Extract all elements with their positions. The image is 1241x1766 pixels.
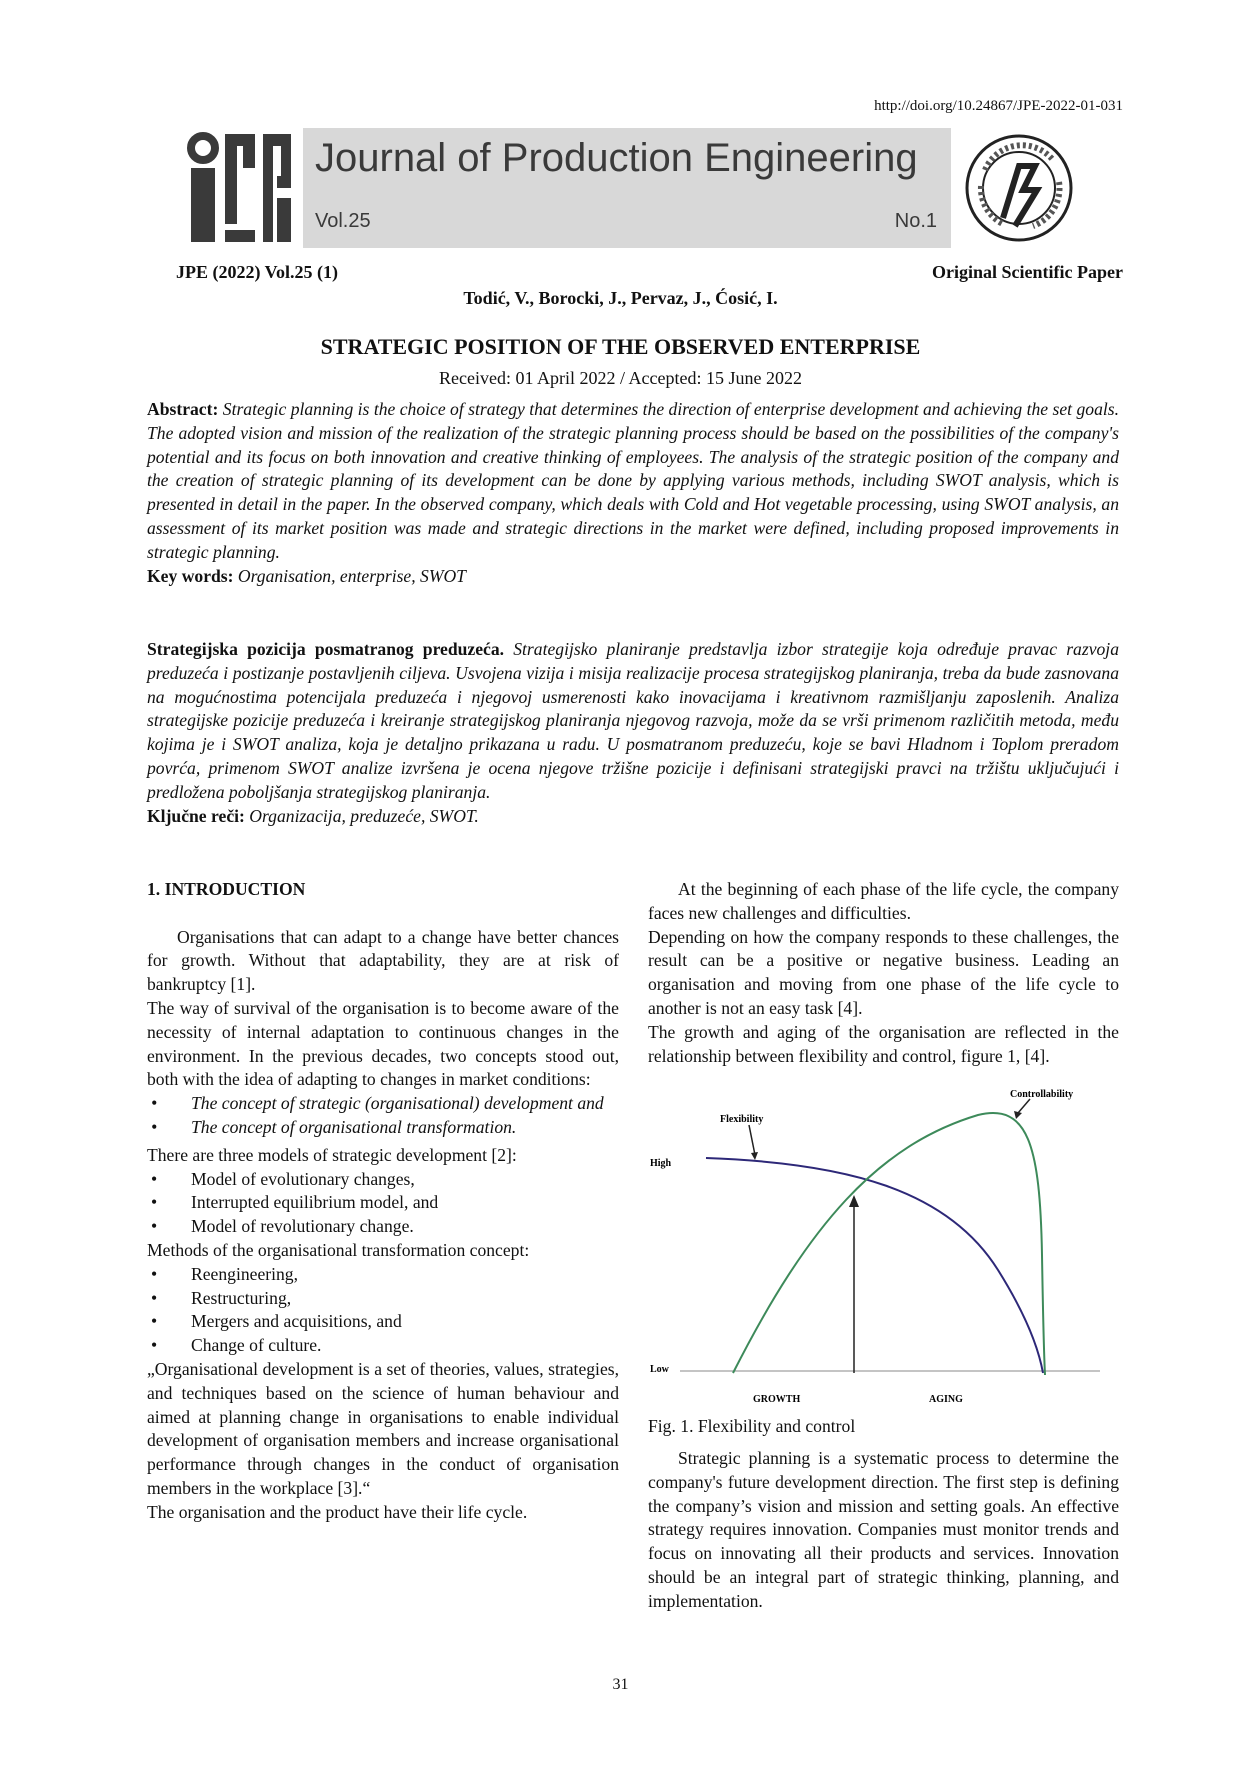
article-title: STRATEGIC POSITION OF THE OBSERVED ENTERPRISE [320, 334, 921, 359]
paragraph: The way of survival of the organisation is to become aware of the necessity of internal adaptation to continuous changes in the environment. In the previous decades, two concepts stood out, both with the idea of adapting to changes in market conditions: [147, 997, 619, 1090]
right-column-bottom [648, 1447, 1119, 1614]
page-number: 31 [612, 1676, 629, 1693]
left-column [147, 878, 619, 1525]
list-item: • Interrupted equilibrium model, and [151, 1192, 439, 1213]
list-item: • Model of evolutionary changes, [151, 1168, 415, 1189]
intersection-arrow-head [849, 1195, 859, 1207]
keywords: Organisation, enterprise, SWOT [237, 565, 466, 586]
journal-title: Journal of Production Engineering [315, 136, 918, 180]
authors: Todić, V., Borocki, J., Pervaz, J., Ćosić, I. [463, 288, 778, 308]
doi-link[interactable]: http://doi.org/10.24867/JPE-2022-01-031 [874, 98, 1123, 114]
section-heading: 1. INTRODUCTION [147, 879, 306, 899]
controllability-pointer [1018, 1099, 1030, 1113]
keywords-label: Key words: [147, 565, 234, 586]
paper-type: Original Scientific Paper [932, 262, 1123, 282]
sazetak-text: Strategijsko planiranje predstavlja izbor strategije koja određuje pravac razvoja preduzeća i postizanje postavljenih ciljeva. Usvojena vizija i misija realizacije procesa strategijskog planiranja, treba da bude zasnovana na mogućnostima potencijala preduzeća i njegovoj usmerenosti kako inovacijama i kreativnom razmišljanju zaposlenih. Analiza strategijske pozicije preduzeća i kreiranje strategijskog planiranja njegovog razvoja, može da se vrši primenom različitih metoda, među kojima je i SWOT analiza, koja je detaljno prikazana u radu. U posmatranom preduzeću, koje se bavi Hladnom i Toplom preradom povrća, primenom SWOT analize izvršena je ocena njegove tržišne pozicije i definisani strategijski pravci na tržištu uključujući i predložena poboljšanja strategijskog planiranja. [147, 639, 1119, 802]
flexibility-curve [706, 1158, 1043, 1373]
paragraph: „Organisational development is a set of theories, values, strategies, and techniques based on the science of human behaviour and aimed at planning change in organisations to enable individual development of organisation members and increase organisational performance through changes in the conduct of organisation members in the workplace [3].“ [147, 1358, 619, 1498]
paragraph: The organisation and the product have their life cycle. [147, 1501, 528, 1522]
controllability-curve [733, 1113, 1045, 1375]
list-item: • Change of culture. [151, 1335, 322, 1356]
label-growth: GROWTH [753, 1394, 801, 1405]
journal-volume: Vol.25 [315, 210, 371, 232]
list-item: • Restructuring, [151, 1287, 292, 1308]
abstract-label: Abstract: [147, 399, 219, 419]
right-column-top [648, 878, 1119, 1068]
figure-caption: Fig. 1. Flexibility and control [648, 1416, 856, 1436]
abstract-text: Strategic planning is the choice of strategy that determines the direction of enterprise development and achieving the set goals. The adopted vision and mission of the realization of the strategic planning process should be based on the possibilities of the company's potential and its focus on both innovation and creative thinking of employees. The analysis of the strategic position of the company and the creation of strategic planning of its development can be done by applying various methods, including SWOT analysis, which is presented in detail in the paper. In the observed company, which deals with Cold and Hot vegetable processing, using SWOT analysis, an assessment of its market position was made and strategic directions in the market were defined, including proposed improvements in strategic planning. [147, 399, 1119, 562]
paragraph: Depending on how the company responds to these challenges, the result can be a positive or negative business. Leading an organisation and moving from one phase of the life cycle to another is not an easy task [4]. [648, 926, 1119, 1018]
label-low: Low [650, 1364, 669, 1375]
paragraph: Organisations that can adapt to a change have better chances for growth. Without that adaptability, they are at risk of bankruptcy [1]. [147, 926, 619, 995]
label-high: High [650, 1158, 672, 1169]
controllability-pointer-head [1014, 1111, 1022, 1119]
sazetak-label: Strategijska pozicija posmatranog preduzeća. [147, 639, 505, 659]
paragraph: Methods of the organisational transformation concept: [147, 1239, 530, 1260]
received-dates: Received: 01 April 2022 / Accepted: 15 June 2022 [439, 368, 802, 388]
journal-number: No.1 [894, 210, 937, 232]
methods-list [147, 1263, 619, 1358]
citation: JPE (2022) Vol.25 (1) [176, 262, 338, 282]
kljucne-reci: Organizacija, preduzeće, SWOT. [249, 805, 479, 826]
label-controllability: Controllability [1010, 1089, 1074, 1100]
list-item: • The concept of strategic (organisational) development and [151, 1093, 604, 1114]
paragraph: Strategic planning is a systematic process to determine the company's future development direction. The first step is defining the company’s vision and mission and setting goals. An effective strategy requires innovation. Companies must monitor trends and focus on innovating all their products and services. Innovation should be an integral part of strategic thinking, planning, and implementation. [648, 1448, 1119, 1611]
journal-masthead [185, 128, 1075, 248]
kljucne-reci-label: Ključne reči: [147, 805, 245, 826]
flexibility-pointer-head [751, 1152, 758, 1160]
paragraph: There are three models of strategic development [2]: [147, 1144, 517, 1165]
abstract [147, 398, 1119, 588]
sazetak [147, 638, 1119, 828]
paragraph: At the beginning of each phase of the life cycle, the company faces new challenges and difficulties. [648, 879, 1119, 923]
list-item: • Reengineering, [151, 1263, 298, 1284]
concepts-list [147, 1092, 619, 1140]
flexibility-control-figure [648, 1085, 1118, 1420]
faculty-seal-icon [963, 130, 1075, 246]
paragraph: The growth and aging of the organisation are reflected in the relationship between flexibility and control, figure 1, [4]. [648, 1021, 1119, 1066]
list-item: • Mergers and acquisitions, and [151, 1311, 402, 1332]
list-item: • Model of revolutionary change. [151, 1216, 414, 1237]
journal-banner [303, 128, 951, 248]
models-list [147, 1168, 619, 1239]
list-item: • The concept of organisational transformation. [151, 1116, 517, 1137]
label-flexibility: Flexibility [720, 1114, 764, 1125]
flexibility-pointer [749, 1125, 755, 1155]
label-aging: AGING [929, 1394, 963, 1405]
jpe-logo-icon [185, 128, 295, 248]
